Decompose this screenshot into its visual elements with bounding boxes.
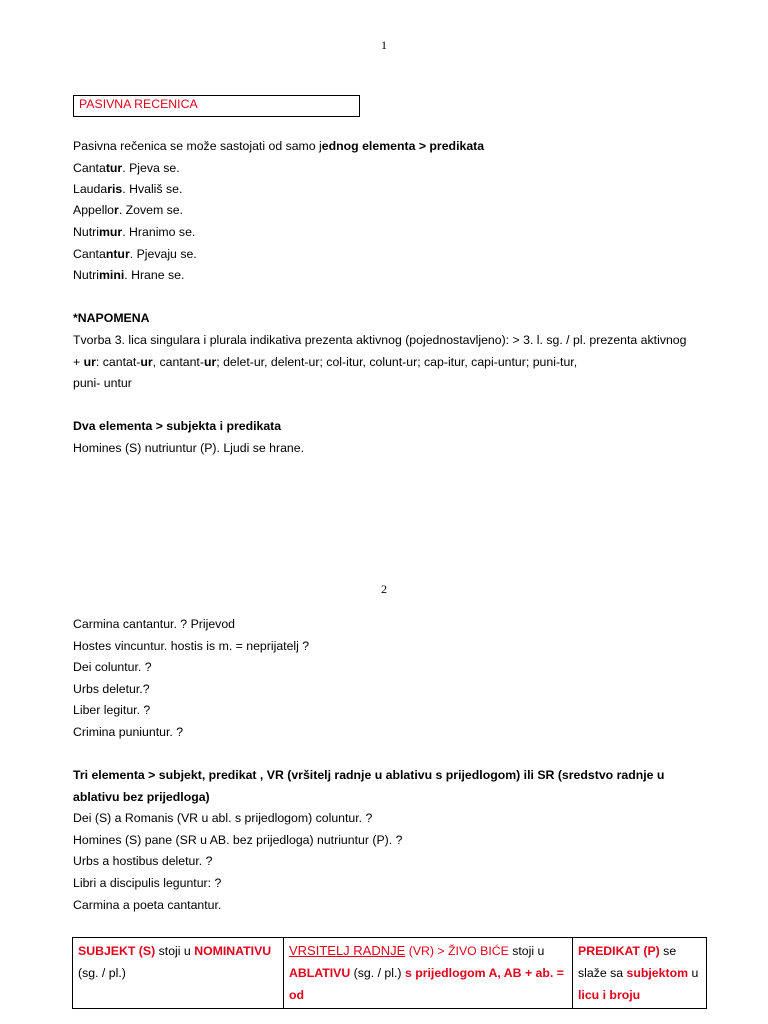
section-title: PASIVNA RECENICA bbox=[79, 97, 198, 111]
exercise-line: Carmina a poeta cantantur. bbox=[73, 898, 222, 912]
exercise-line: Carmina cantantur. ? Prijevod bbox=[73, 617, 235, 631]
example-line: Cantantur. Pjevaju se. bbox=[73, 247, 197, 261]
exercise-line: Dei (S) a Romanis (VR u abl. s prijedlogom) coluntur. ? bbox=[73, 811, 373, 825]
two-elements-example: Homines (S) nutriuntur (P). Ljudi se hrane. bbox=[73, 441, 305, 455]
page-number: 1 bbox=[381, 38, 387, 52]
example-line: Nutrimur. Hranimo se. bbox=[73, 225, 196, 239]
two-elements-heading: Dva elementa > subjekta i predikata bbox=[73, 419, 282, 433]
example-line: Nutrimini. Hrane se. bbox=[73, 268, 185, 282]
exercise-line: Homines (S) pane (SR u AB. bez prijedloga) nutriuntur (P). ? bbox=[73, 833, 403, 847]
section-title-box bbox=[73, 95, 360, 117]
note-line: + ur: cantat-ur, cantant-ur; delet-ur, delent-ur; col-itur, colunt-ur; cap-itur, capi-untur; puni-tur, bbox=[73, 355, 578, 369]
example-line: Appellor. Zovem se. bbox=[73, 203, 184, 217]
example-line: Laudaris. Hvališ se. bbox=[73, 182, 183, 196]
intro-line: Pasivna rečenica se može sastojati od samo jednog elementa > predikata bbox=[73, 139, 485, 153]
three-elements-heading: Tri elementa > subjekt, predikat , VR (vršitelj radnje u ablativu s prijedlogom) ili SR (sredstvo radnje u bbox=[73, 768, 665, 782]
note-line: puni- untur bbox=[73, 376, 132, 390]
table-cell-vrsitelj: VRSITELJ RADNJE (VR) > ŽIVO BIĆE stoji u ABLATIVU (sg. / pl.) s prijedlogom A, AB + ab. = od bbox=[284, 938, 573, 1009]
exercise-line: Hostes vincuntur. hostis is m. = neprijatelj ? bbox=[73, 639, 310, 653]
page-number: 2 bbox=[381, 582, 387, 596]
three-elements-heading-cont: ablativu bez prijedloga) bbox=[73, 790, 210, 804]
exercise-line: Dei coluntur. ? bbox=[73, 660, 152, 674]
grammar-table bbox=[72, 937, 707, 1009]
note-heading: *NAPOMENA bbox=[73, 311, 150, 325]
exercise-line: Crimina puniuntur. ? bbox=[73, 725, 184, 739]
exercise-line: Libri a discipulis leguntur: ? bbox=[73, 876, 222, 890]
note-line: Tvorba 3. lica singulara i plurala indikativa prezenta aktivnog (pojednostavljeno): > 3. l. sg. / pl. prezenta aktivnog bbox=[73, 333, 687, 347]
exercise-line: Urbs deletur.? bbox=[73, 682, 150, 696]
exercise-line: Liber legitur. ? bbox=[73, 703, 151, 717]
example-line: Cantatur. Pjeva se. bbox=[73, 161, 180, 175]
table-cell-predikat: PREDIKAT (P) se slaže sa subjektom u licu i broju bbox=[573, 938, 707, 1009]
exercise-line: Urbs a hostibus deletur. ? bbox=[73, 854, 213, 868]
table-cell-subjekt: SUBJEKT (S) stoji u NOMINATIVU (sg. / pl.) bbox=[73, 938, 284, 1009]
